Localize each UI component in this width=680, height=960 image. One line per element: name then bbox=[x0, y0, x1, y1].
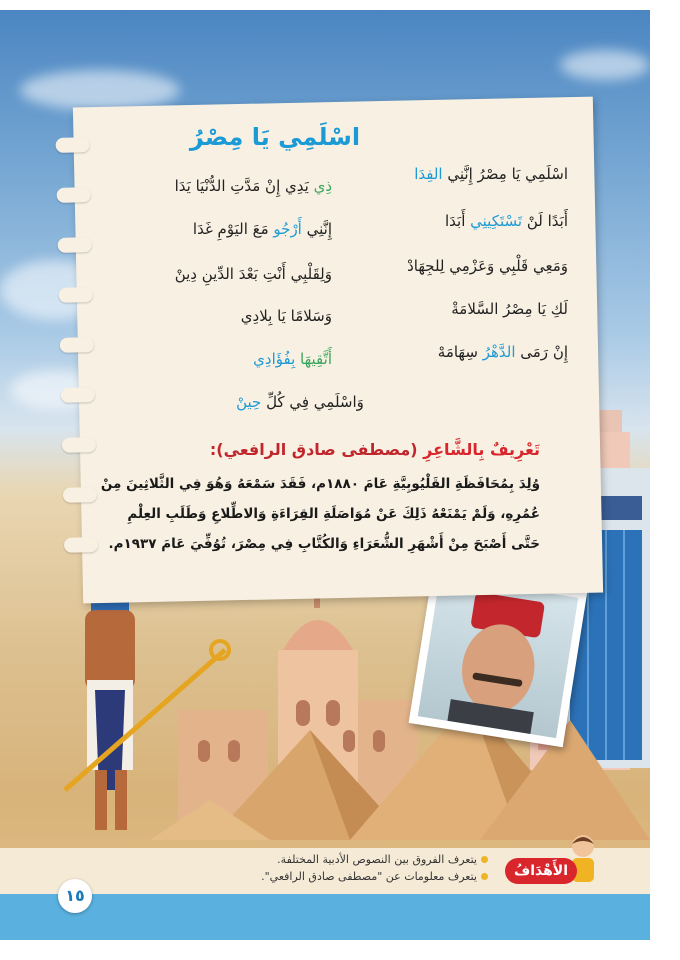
poet-bio-line: حَتَّى أَصْبَحَ مِنْ أَشْهَرِ الشُّعَرَاءِ وَالكُتَّابِ فِي مِصْرَ، تُوُفِّيَ عَامَ ١٩٣٧م. bbox=[108, 536, 540, 552]
verse-3-left: وَلِقَلْبِي أَنْتِ بَعْدَ الدِّينِ دِينْ bbox=[174, 265, 332, 283]
page-number: ١٥ bbox=[58, 879, 92, 913]
textbook-page bbox=[0, 10, 650, 940]
poem-closing: وَاسْلَمِي فِي كُلِّ حِينْ bbox=[236, 393, 364, 411]
verse-2-left: إِنَّنِي أَرْجُو مَعَ اليَوْمِ غَدَا bbox=[192, 220, 332, 238]
footer-bar bbox=[0, 894, 650, 940]
goal-item: يتعرف الفروق بين النصوص الأدبية المختلفة. bbox=[228, 853, 488, 866]
poem-title: اسْلَمِي يَا مِصْرُ bbox=[189, 123, 361, 151]
goal-item: يتعرف معلومات عن "مصطفى صادق الرافعي". bbox=[228, 870, 488, 883]
verse-4-right: لَكِ يَا مِصْرُ السَّلامَةْ bbox=[451, 300, 568, 318]
verse-1-right: اسْلَمِي يَا مِصْرُ إِنَّنِي الفِدَا bbox=[414, 165, 568, 183]
verse-4-left: وَسَلامًا يَا بِلادِي bbox=[240, 307, 332, 325]
poet-bio-heading: تَعْرِيفٌ بِالشَّاعِرِ (مصطفى صادق الرافعي): bbox=[209, 440, 540, 459]
verse-5-left: أَتَّقِيهَا بِفُؤَادِي bbox=[253, 350, 332, 368]
verse-2-right: أَبَدًا لَنْ تَسْتَكِينِي أَبَدَا bbox=[445, 212, 568, 230]
poet-bio-line: عُمُرِهِ، وَلَمْ يَمْنَعْهُ ذَلِكَ عَنْ مُوَاصَلَةِ القِرَاءَةِ وَالاطِّلاعِ وَطَلَبِ العِلْمِ bbox=[127, 506, 540, 522]
verse-1-left: ذِي يَدِي إِنْ مَدَّتِ الدُّنْيَا يَدَا bbox=[174, 177, 332, 195]
verse-3-right: وَمَعِي قَلْبِي وَعَزْمِي لِلجِهَادْ bbox=[407, 257, 568, 275]
goals-label: الأَهْدَافُ bbox=[505, 858, 577, 884]
verse-5-right: إِنْ رَمَى الدَّهْرُ سِهَامَهْ bbox=[437, 343, 568, 361]
poet-bio-line: وُلِدَ بِمُحَافَظَةِ القَلْيُوبِيَّةِ عَامَ ١٨٨٠م، فَقَدَ سَمْعَهُ وَهُوَ فِي الثَّلاثِينَ مِنْ bbox=[100, 476, 540, 492]
